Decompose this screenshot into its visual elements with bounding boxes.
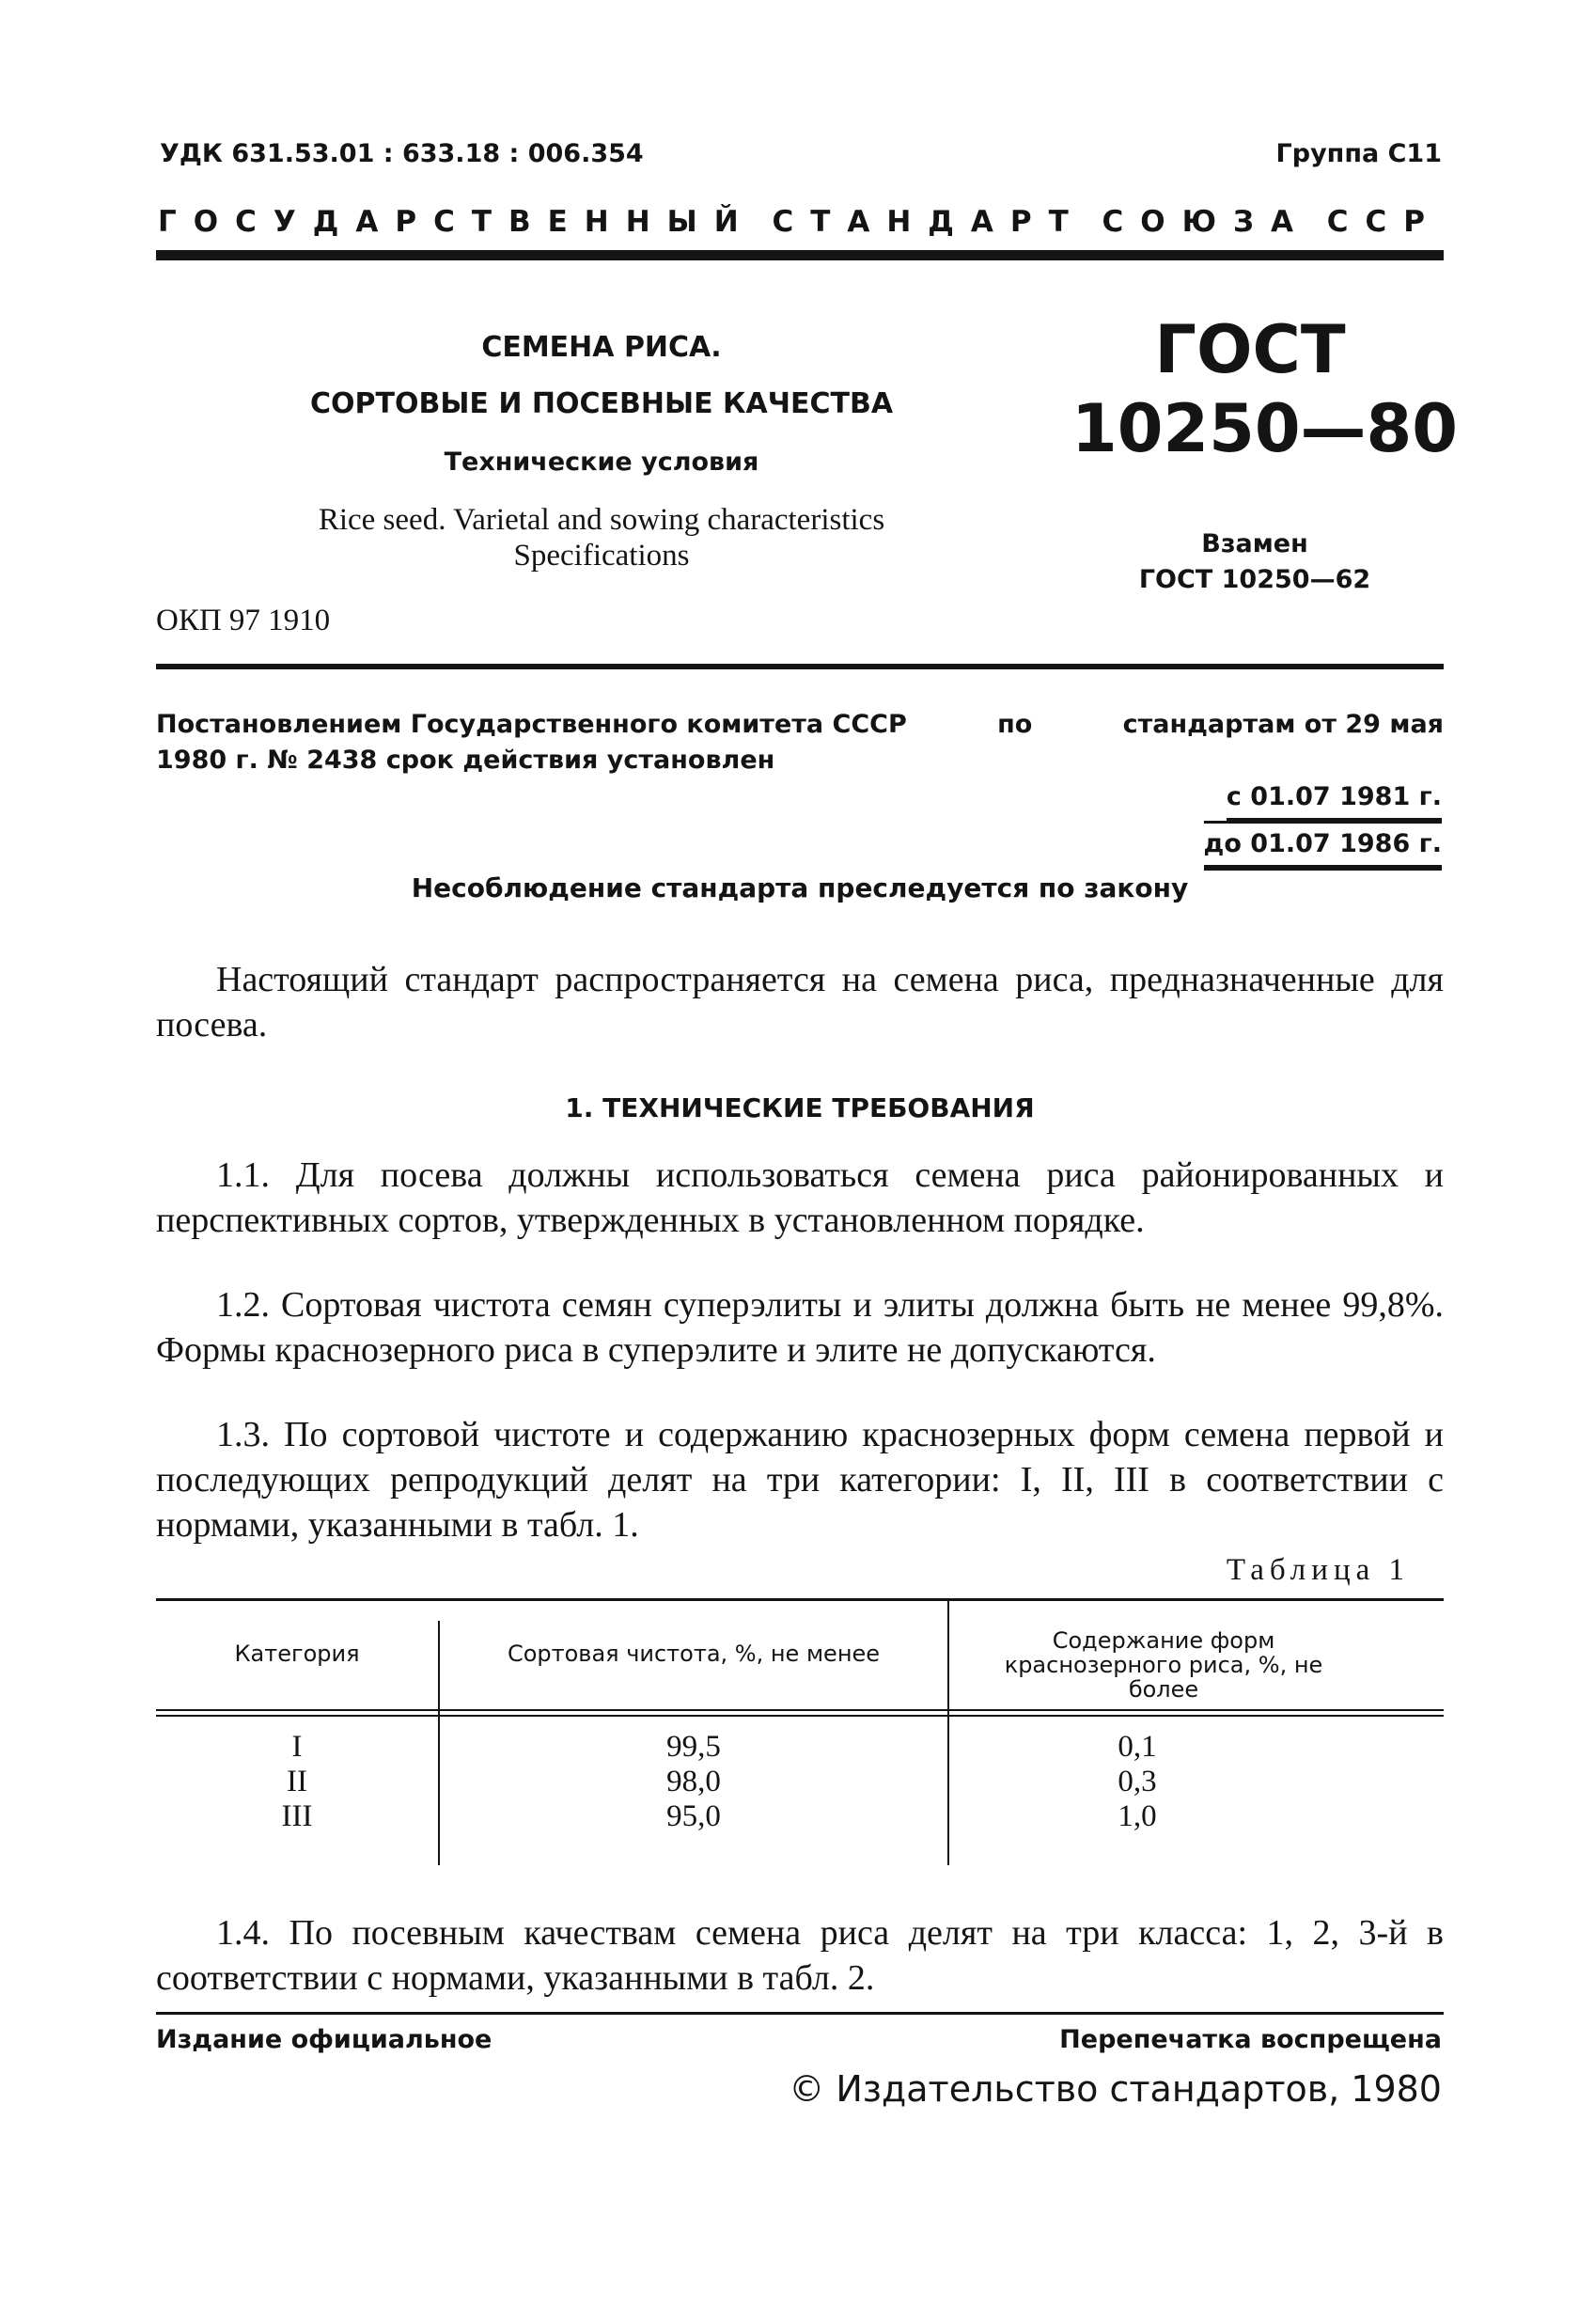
table-cell: 95,0 — [666, 1799, 721, 1833]
replaces-label: Взамен — [1201, 529, 1308, 558]
decree-line-1-right: стандартам от 29 мая — [1122, 710, 1444, 739]
english-title-line-2: Specifications — [513, 539, 690, 573]
paragraph-1-4: 1.4. По посевным качествам семена риса делят на три класса: 1, 2, 3-й в соответствии с нормами, указанными в табл. 2. — [156, 1913, 1444, 1998]
gost-number-block — [1071, 310, 1458, 468]
table-cell: II — [287, 1765, 307, 1798]
official-edition-label: Издание официальное — [156, 2025, 492, 2054]
section-rule — [156, 664, 1444, 669]
english-title-line-1: Rice seed. Varietal and sowing characteristics — [318, 503, 885, 537]
gost-number: 10250—80 — [1071, 390, 1458, 467]
group-code: Группа С11 — [1275, 139, 1442, 168]
decree-line-1-mid: по — [997, 710, 1033, 739]
table-cell: I — [291, 1730, 303, 1764]
table-1 — [156, 1598, 1444, 1865]
title-line-2: СОРТОВЫЕ И ПОСЕВНЫЕ КАЧЕСТВА — [310, 387, 894, 420]
table-header-cell: Сортовая чистота, %, не менее — [507, 1641, 881, 1667]
standard-type-word: СОЮЗА — [1102, 205, 1311, 239]
intro-paragraph: Настоящий стандарт распространяется на семена риса, предназначенные для посева. — [156, 960, 1444, 1044]
table-cell: 98,0 — [666, 1765, 721, 1798]
paragraph-1-3: 1.3. По сортовой чистоте и содержанию краснозерных форм семена первой и последующих репродукций делят на три категории: I, II, III в соответствии с нормами, указанными в табл. 1. — [156, 1415, 1444, 1545]
table-cell: 0,1 — [1118, 1730, 1157, 1764]
standard-type-word: ССР — [1326, 205, 1442, 239]
table-cell: 0,3 — [1118, 1765, 1157, 1798]
header-rule — [156, 250, 1444, 260]
gost-label: ГОСТ — [1154, 311, 1346, 388]
table-header-cell: Содержание форм краснозерного риса, %, не более — [1004, 1627, 1323, 1703]
table-cell: III — [281, 1799, 313, 1833]
standard-type-header — [158, 205, 1442, 239]
validity-dates — [1204, 777, 1442, 871]
footer-rule — [156, 2012, 1444, 2015]
standard-type-word: СТАНДАРТ — [772, 205, 1086, 239]
replaces-standard: ГОСТ 10250—62 — [1138, 565, 1371, 594]
table-top-rule — [156, 1598, 1444, 1601]
date-from: с 01.07 1981 г. — [1227, 777, 1442, 821]
table-1-caption: Таблица 1 — [1226, 1553, 1410, 1587]
section-1-title: 1. ТЕХНИЧЕСКИЕ ТРЕБОВАНИЯ — [565, 1092, 1035, 1123]
standard-type-word: ГОСУДАРСТВЕННЫЙ — [158, 205, 756, 239]
english-title — [282, 502, 921, 573]
paragraph-1-2: 1.2. Сортовая чистота семян суперэлиты и элиты должна быть не менее 99,8%. Формы краснозерного риса в суперэлите и элите не допускаются. — [156, 1285, 1444, 1370]
title-line-3: Технические условия — [444, 448, 759, 477]
udk-code: УДК 631.53.01 : 633.18 : 006.354 — [160, 139, 644, 168]
penalty-notice: Несоблюдение стандарта преследуется по закону — [411, 872, 1189, 903]
reprint-prohibited-label: Перепечатка воспрещена — [1059, 2025, 1442, 2054]
table-header-rule — [156, 1715, 1444, 1717]
decree-line-2: 1980 г. № 2438 срок действия установлен — [156, 746, 775, 775]
table-cell: 1,0 — [1118, 1799, 1157, 1833]
decree-text — [156, 707, 1444, 778]
title-line-1: СЕМЕНА РИСА. — [481, 331, 722, 364]
copyright-notice: © Издательство стандартов, 1980 — [789, 2068, 1442, 2110]
replaces-block — [1090, 526, 1419, 598]
table-header-rule — [156, 1709, 1444, 1711]
table-header-cell: Категория — [234, 1641, 360, 1667]
paragraph-1-1: 1.1. Для посева должны использоваться семена риса районированных и перспективных сортов, утвержденных в установленном порядке. — [156, 1155, 1444, 1240]
date-to: до 01.07 1986 г. — [1204, 824, 1442, 868]
decree-line-1-left: Постановлением Государственного комитета СССР — [156, 710, 907, 739]
table-cell: 99,5 — [666, 1730, 721, 1764]
okp-code: ОКП 97 1910 — [156, 604, 331, 637]
